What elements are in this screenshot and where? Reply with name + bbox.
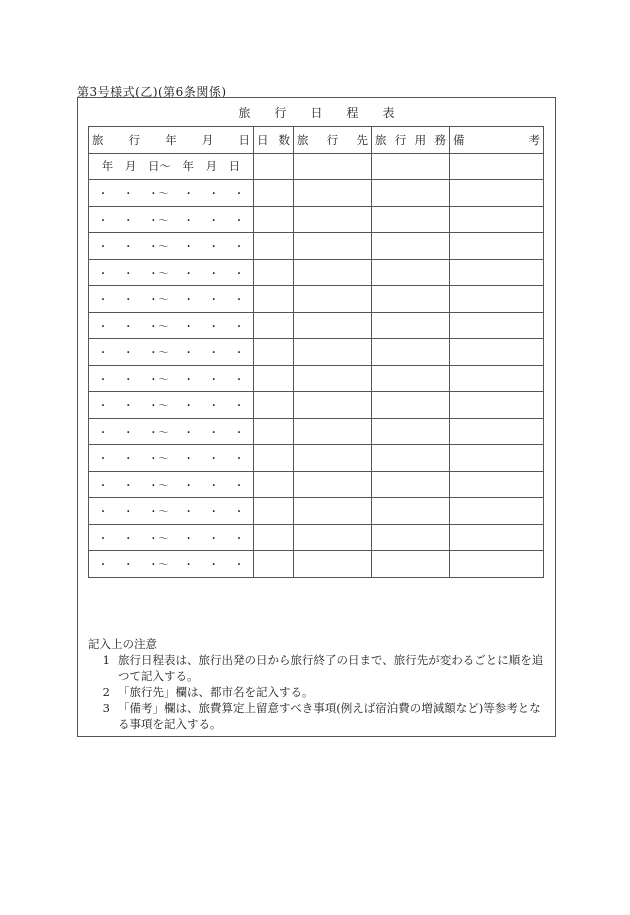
header-travel-date: 旅 行 年 月 日 [89, 127, 254, 154]
table-row [89, 206, 544, 233]
remarks-cell[interactable] [450, 206, 544, 233]
days-cell[interactable] [254, 365, 294, 392]
remarks-cell[interactable] [450, 445, 544, 472]
date-cell[interactable]: ・ ・ ・〜 ・ ・ ・ [89, 312, 254, 339]
table-row [89, 392, 544, 419]
date-cell[interactable]: ・ ・ ・〜 ・ ・ ・ [89, 259, 254, 286]
purpose-cell[interactable] [372, 445, 450, 472]
form-label: 第3号様式(乙)(第6条関係) [77, 85, 227, 99]
purpose-cell[interactable] [372, 392, 450, 419]
purpose-cell[interactable] [372, 339, 450, 366]
remarks-cell[interactable] [450, 153, 544, 180]
notes-heading: 記入上の注意 [88, 637, 157, 651]
purpose-cell[interactable] [372, 365, 450, 392]
days-cell[interactable] [254, 339, 294, 366]
table-row [89, 180, 544, 207]
note-item: 2 「旅行先」欄は、都市名を記入する。 [102, 685, 314, 699]
header-purpose: 旅 行 用 務 [372, 127, 450, 154]
days-cell[interactable] [254, 286, 294, 313]
date-cell[interactable]: ・ ・ ・〜 ・ ・ ・ [89, 445, 254, 472]
destination-cell[interactable] [294, 206, 372, 233]
note-item: 3 「備考」欄は、旅費算定上留意すべき事項(例えば宿泊費の増減額など)等参考となる事項を記入する。 [102, 701, 541, 731]
remarks-cell[interactable] [450, 551, 544, 578]
table-row [89, 259, 544, 286]
table-row [89, 339, 544, 366]
table-row [89, 418, 544, 445]
note-item: 1 旅行日程表は、旅行出発の日から旅行終了の日まで、旅行先が変わるごとに順を追つて記入する。 [102, 653, 544, 683]
destination-cell[interactable] [294, 551, 372, 578]
remarks-cell[interactable] [450, 286, 544, 313]
destination-cell[interactable] [294, 418, 372, 445]
schedule-table [88, 126, 544, 578]
days-cell[interactable] [254, 233, 294, 260]
remarks-cell[interactable] [450, 259, 544, 286]
table-row [89, 286, 544, 313]
purpose-cell[interactable] [372, 259, 450, 286]
days-cell[interactable] [254, 180, 294, 207]
destination-cell[interactable] [294, 286, 372, 313]
destination-cell[interactable] [294, 259, 372, 286]
date-cell[interactable]: ・ ・ ・〜 ・ ・ ・ [89, 233, 254, 260]
days-cell[interactable] [254, 206, 294, 233]
date-cell[interactable]: ・ ・ ・〜 ・ ・ ・ [89, 180, 254, 207]
header-remarks: 備 考 [450, 127, 544, 154]
destination-cell[interactable] [294, 153, 372, 180]
table-row [89, 233, 544, 260]
date-cell[interactable]: ・ ・ ・〜 ・ ・ ・ [89, 471, 254, 498]
purpose-cell[interactable] [372, 286, 450, 313]
destination-cell[interactable] [294, 524, 372, 551]
purpose-cell[interactable] [372, 418, 450, 445]
schedule-form [77, 97, 556, 737]
days-cell[interactable] [254, 498, 294, 525]
destination-cell[interactable] [294, 312, 372, 339]
days-cell[interactable] [254, 392, 294, 419]
days-cell[interactable] [254, 551, 294, 578]
table-row [89, 498, 544, 525]
remarks-cell[interactable] [450, 339, 544, 366]
table-row [89, 551, 544, 578]
date-cell[interactable]: 年 月 日〜 年 月 日 [89, 153, 254, 180]
remarks-cell[interactable] [450, 471, 544, 498]
date-cell[interactable]: ・ ・ ・〜 ・ ・ ・ [89, 551, 254, 578]
date-cell[interactable]: ・ ・ ・〜 ・ ・ ・ [89, 498, 254, 525]
date-cell[interactable]: ・ ・ ・〜 ・ ・ ・ [89, 339, 254, 366]
purpose-cell[interactable] [372, 498, 450, 525]
days-cell[interactable] [254, 259, 294, 286]
destination-cell[interactable] [294, 498, 372, 525]
notes-section [88, 636, 548, 732]
form-title: 旅行日程表 [238, 106, 419, 120]
destination-cell[interactable] [294, 392, 372, 419]
remarks-cell[interactable] [450, 498, 544, 525]
destination-cell[interactable] [294, 471, 372, 498]
purpose-cell[interactable] [372, 233, 450, 260]
table-row [89, 471, 544, 498]
date-cell[interactable]: ・ ・ ・〜 ・ ・ ・ [89, 365, 254, 392]
destination-cell[interactable] [294, 365, 372, 392]
remarks-cell[interactable] [450, 392, 544, 419]
days-cell[interactable] [254, 153, 294, 180]
purpose-cell[interactable] [372, 206, 450, 233]
days-cell[interactable] [254, 418, 294, 445]
purpose-cell[interactable] [372, 312, 450, 339]
header-days: 日 数 [254, 127, 294, 154]
days-cell[interactable] [254, 445, 294, 472]
purpose-cell[interactable] [372, 180, 450, 207]
table-row [89, 365, 544, 392]
purpose-cell[interactable] [372, 153, 450, 180]
remarks-cell[interactable] [450, 180, 544, 207]
destination-cell[interactable] [294, 233, 372, 260]
days-cell[interactable] [254, 524, 294, 551]
purpose-cell[interactable] [372, 471, 450, 498]
date-cell[interactable]: ・ ・ ・〜 ・ ・ ・ [89, 418, 254, 445]
remarks-cell[interactable] [450, 365, 544, 392]
date-cell[interactable]: ・ ・ ・〜 ・ ・ ・ [89, 392, 254, 419]
table-row [89, 312, 544, 339]
table-row [89, 153, 544, 180]
header-destination: 旅 行 先 [294, 127, 372, 154]
date-cell[interactable]: ・ ・ ・〜 ・ ・ ・ [89, 286, 254, 313]
remarks-cell[interactable] [450, 312, 544, 339]
date-cell[interactable]: ・ ・ ・〜 ・ ・ ・ [89, 524, 254, 551]
remarks-cell[interactable] [450, 233, 544, 260]
destination-cell[interactable] [294, 180, 372, 207]
table-header-row [89, 127, 544, 154]
days-cell[interactable] [254, 471, 294, 498]
remarks-cell[interactable] [450, 524, 544, 551]
days-cell[interactable] [254, 312, 294, 339]
remarks-cell[interactable] [450, 418, 544, 445]
table-row [89, 524, 544, 551]
destination-cell[interactable] [294, 339, 372, 366]
purpose-cell[interactable] [372, 551, 450, 578]
date-cell[interactable]: ・ ・ ・〜 ・ ・ ・ [89, 206, 254, 233]
table-row [89, 445, 544, 472]
purpose-cell[interactable] [372, 524, 450, 551]
destination-cell[interactable] [294, 445, 372, 472]
